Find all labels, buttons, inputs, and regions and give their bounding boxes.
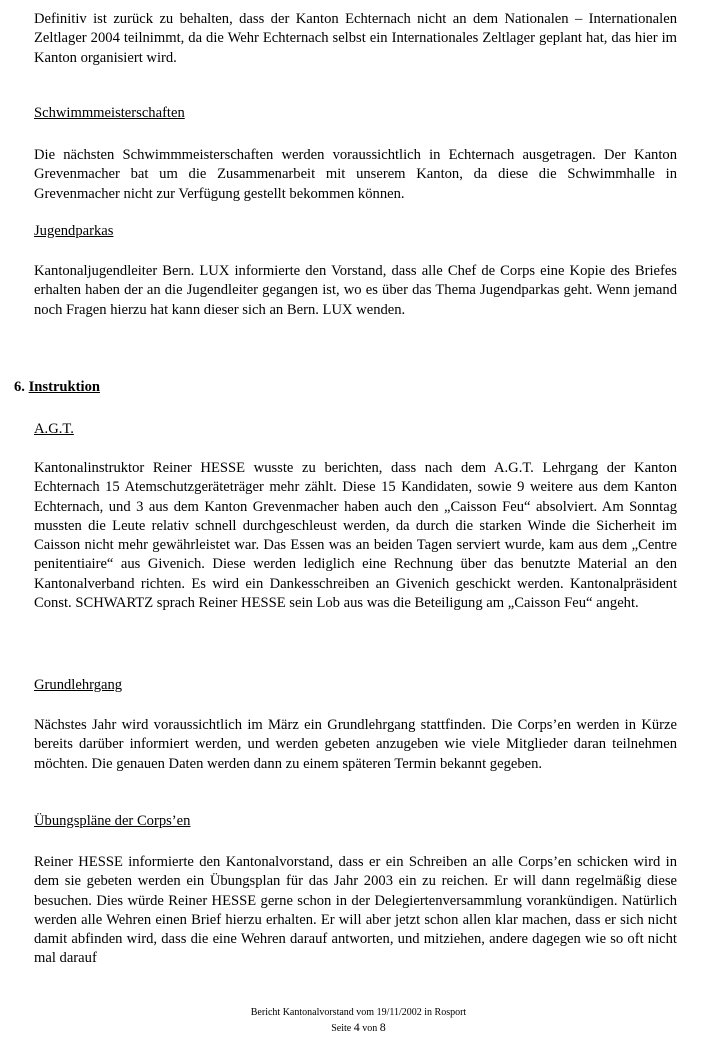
of-label: von	[362, 1023, 378, 1034]
heading-grundlehrgang: Grundlehrgang	[34, 677, 123, 693]
heading-schwimmmeisterschaften: Schwimmmeisterschaften	[34, 105, 185, 121]
page-label: Seite	[331, 1023, 352, 1034]
paragraph-zeltlager: Definitiv ist zurück zu behalten, dass der Kanton Echternach nicht an dem Nationalen – Internationalen Zeltlager 2004 teilnimmt, da die Wehr Echternach selbst ein Internationales Zeltlager geplant hat, das hier im Kanton organisiert wird.	[34, 11, 677, 66]
paragraph-jugendparkas: Kantonaljugendleiter Bern. LUX informierte den Vorstand, dass alle Chef de Corps eine Kopie des Briefes erhalten haben der an die Jugendleiter gegangen ist, wo es über das Thema Jugendparkas geht. Wenn jemand noch Fragen hierzu hat kann dieser sich an Bern. LUX wenden.	[34, 263, 677, 318]
paragraph-agt: Kantonalinstruktor Reiner HESSE wusste zu berichten, dass nach dem A.G.T. Lehrgang der Kanton Echternach 15 Atemschutzgeräteträger mehr zählt. Diese 15 Kandidaten, sowie 9 weitere aus dem Kanton Echternach, und 3 aus dem Kanton Grevenmacher haben auch den „Caisson Feu“ absolviert. Am Sonntag mussten die Leute relativ schnell durchgeschleust werden, da durch die starken Winde die Sicherheit im Caisson nicht mehr gewährleistet war. Das Essen was an beiden Tagen serviert wurde, kam aus dem „Centre penitentiaire“ aus Givenich. Diese werden lediglich eine Rechnung über das benutzte Material an den Kantonalverband richten. Es wird ein Dankesschreiben an Givenich geschickt werden. Kantonalpräsident Const. SCHWARTZ sprach Reiner HESSE sein Lob aus was die Beteiligung am „Caisson Feu“ angeht.	[34, 460, 677, 612]
footer-page-line	[0, 1020, 717, 1036]
paragraph-grundlehrgang: Nächstes Jahr wird voraussichtlich im März ein Grundlehrgang stattfinden. Die Corps’en werden in Kürze bereits darüber informiert werden, und werden gebeten anzugeben wie viele Mitglieder daran teilnehmen möchten. Die genauen Daten werden dann zu einem späteren Termin bekannt gegeben.	[34, 717, 677, 772]
footer-report-line: Bericht Kantonalvorstand vom 19/11/2002 in Rosport	[250, 1007, 467, 1018]
section-title: Instruktion	[28, 379, 100, 395]
heading-agt: A.G.T.	[34, 421, 74, 437]
heading-uebungsplaene: Übungspläne der Corps’en	[34, 813, 191, 829]
heading-jugendparkas: Jugendparkas	[34, 223, 114, 239]
section-heading-instruktion	[14, 379, 100, 396]
paragraph-uebungsplaene: Reiner HESSE informierte den Kantonalvorstand, dass er ein Schreiben an alle Corps’en schicken wird in dem sie gebeten werden ein Übungsplan für das Jahr 2003 ein zu reichen. Er will dann regelmäßig diese besuchen. Dies würde Reiner HESSE gerne schon in der Delegiertenversammlung vorankündigen. Natürlich werden alle Wehren einen Brief hierzu erhalten. Er will aber jetzt schon allen klar machen, dass er sich nicht damit abfinden wird, dass die eine Wehren darauf antworten, und mitziehen, andere dagegen wie so oft nicht mal darauf	[34, 854, 677, 967]
page-total: 8	[379, 1020, 386, 1034]
paragraph-schwimmmeisterschaften: Die nächsten Schwimmmeisterschaften werden voraussichtlich in Echternach ausgetragen. Der Kanton Grevenmacher bat um die Zusammenarbeit mit unserem Kanton, da diese die Schwimmhalle in Grevenmacher nicht zur Verfügung gestellt bekommen können.	[34, 147, 677, 202]
section-number: 6.	[14, 379, 25, 395]
page-number: 4	[353, 1020, 360, 1034]
